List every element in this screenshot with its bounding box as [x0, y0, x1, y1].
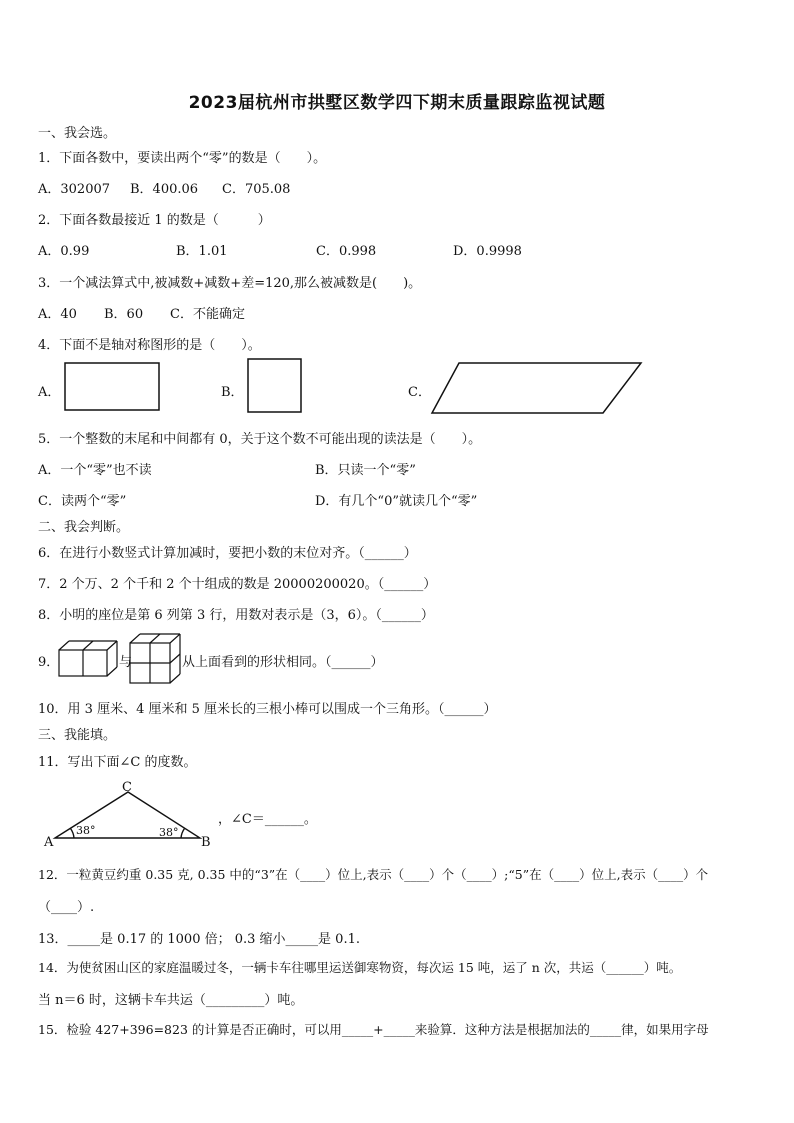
question-15: 15．检验 427+396=823 的计算是否正确时，可以用_____+_____来验算．这种方法是根据加法的_____律，如果用字母: [38, 1022, 709, 1037]
question-14-line-1: 14．为使贫困山区的家庭温暖过冬，一辆卡车往哪里运送御寒物资，每次运 15 吨，运了 n 次，共运（______）吨。: [38, 960, 682, 975]
question-10: 10．用 3 厘米、4 厘米和 5 厘米长的三根小棒可以围成一个三角形。（______）: [38, 702, 497, 717]
question-6: 6．在进行小数竖式计算加减时，要把小数的末位对齐。（______）: [38, 546, 417, 561]
q3-option-c: C．不能确定: [170, 307, 245, 322]
square-figure: [247, 358, 303, 414]
question-5: 5．一个整数的末尾和中间都有 0，关于这个数不可能出现的读法是（ ）。: [38, 432, 482, 447]
q5-option-d: D．有几个“0”就读几个“零”: [315, 494, 478, 509]
question-4: 4．下面不是轴对称图形的是（ ）。: [38, 338, 261, 353]
rectangle-figure: [64, 362, 160, 412]
question-11-answer: ，∠C＝______。: [218, 812, 317, 827]
question-3: 3．一个减法算式中,被减数+减数+差=120,那么被减数是( )。: [38, 276, 422, 291]
question-9-connector: 与: [119, 655, 133, 670]
q4-option-b: B．: [221, 385, 244, 400]
q3-option-a: A．40: [38, 307, 77, 322]
question-1: 1．下面各数中，要读出两个“零”的数是（ ）。: [38, 151, 327, 166]
section-heading-judge: 二、我会判断。: [38, 520, 130, 535]
vertex-a-label: A: [44, 835, 54, 850]
q2-option-b: B．1.01: [176, 244, 228, 259]
q5-option-b: B．只读一个“零”: [315, 463, 416, 478]
angle-b-label: 38°: [159, 826, 179, 839]
q5-option-a: A．一个“零”也不读: [38, 463, 152, 478]
cube-group-four: [129, 633, 183, 685]
question-14-line-2: 当 n＝6 时，这辆卡车共运（_________）吨。: [38, 993, 304, 1008]
question-9-number: 9．: [38, 655, 60, 670]
angle-a-label: 38°: [76, 824, 96, 837]
question-9-text: 从上面看到的形状相同。（______）: [182, 655, 384, 670]
question-7: 7．2 个万、2 个千和 2 个十组成的数是 20000200020。（______）: [38, 577, 437, 592]
section-heading-fill: 三、我能填。: [38, 728, 117, 743]
q1-option-b: B．400.06: [130, 182, 199, 197]
question-12-line-2: （____）.: [38, 900, 95, 915]
q1-option-c: C．705.08: [222, 182, 291, 197]
cube-group-two: [58, 640, 120, 678]
section-heading-choice: 一、我会选。: [38, 126, 117, 141]
question-12-line-1: 12．一粒黄豆约重 0.35 克, 0.35 中的“3”在（____）位上,表示（____）个（____）;“5”在（____）位上,表示（____）个: [38, 867, 709, 882]
q2-option-a: A．0.99: [38, 244, 90, 259]
q2-option-c: C．0.998: [316, 244, 377, 259]
q3-option-b: B．60: [104, 307, 144, 322]
q1-option-a: A．302007: [38, 182, 111, 197]
q2-option-d: D．0.9998: [453, 244, 522, 259]
vertex-c-label: C: [122, 780, 132, 795]
q4-option-c: C．: [408, 385, 431, 400]
question-2: 2．下面各数最接近 1 的数是（ ）: [38, 213, 271, 228]
parallelogram-figure: [431, 361, 643, 415]
page-title: 2023届杭州市拱墅区数学四下期末质量跟踪监视试题: [188, 93, 606, 113]
question-8: 8．小明的座位是第 6 列第 3 行，用数对表示是（3，6）。（______）: [38, 608, 434, 623]
q4-option-a: A．: [38, 385, 61, 400]
q5-option-c: C．读两个“零”: [38, 494, 127, 509]
question-11: 11．写出下面∠C 的度数。: [38, 755, 197, 770]
vertex-b-label: B: [201, 835, 211, 850]
question-13: 13．_____是 0.17 的 1000 倍； 0.3 缩小_____是 0.1.: [38, 932, 360, 947]
